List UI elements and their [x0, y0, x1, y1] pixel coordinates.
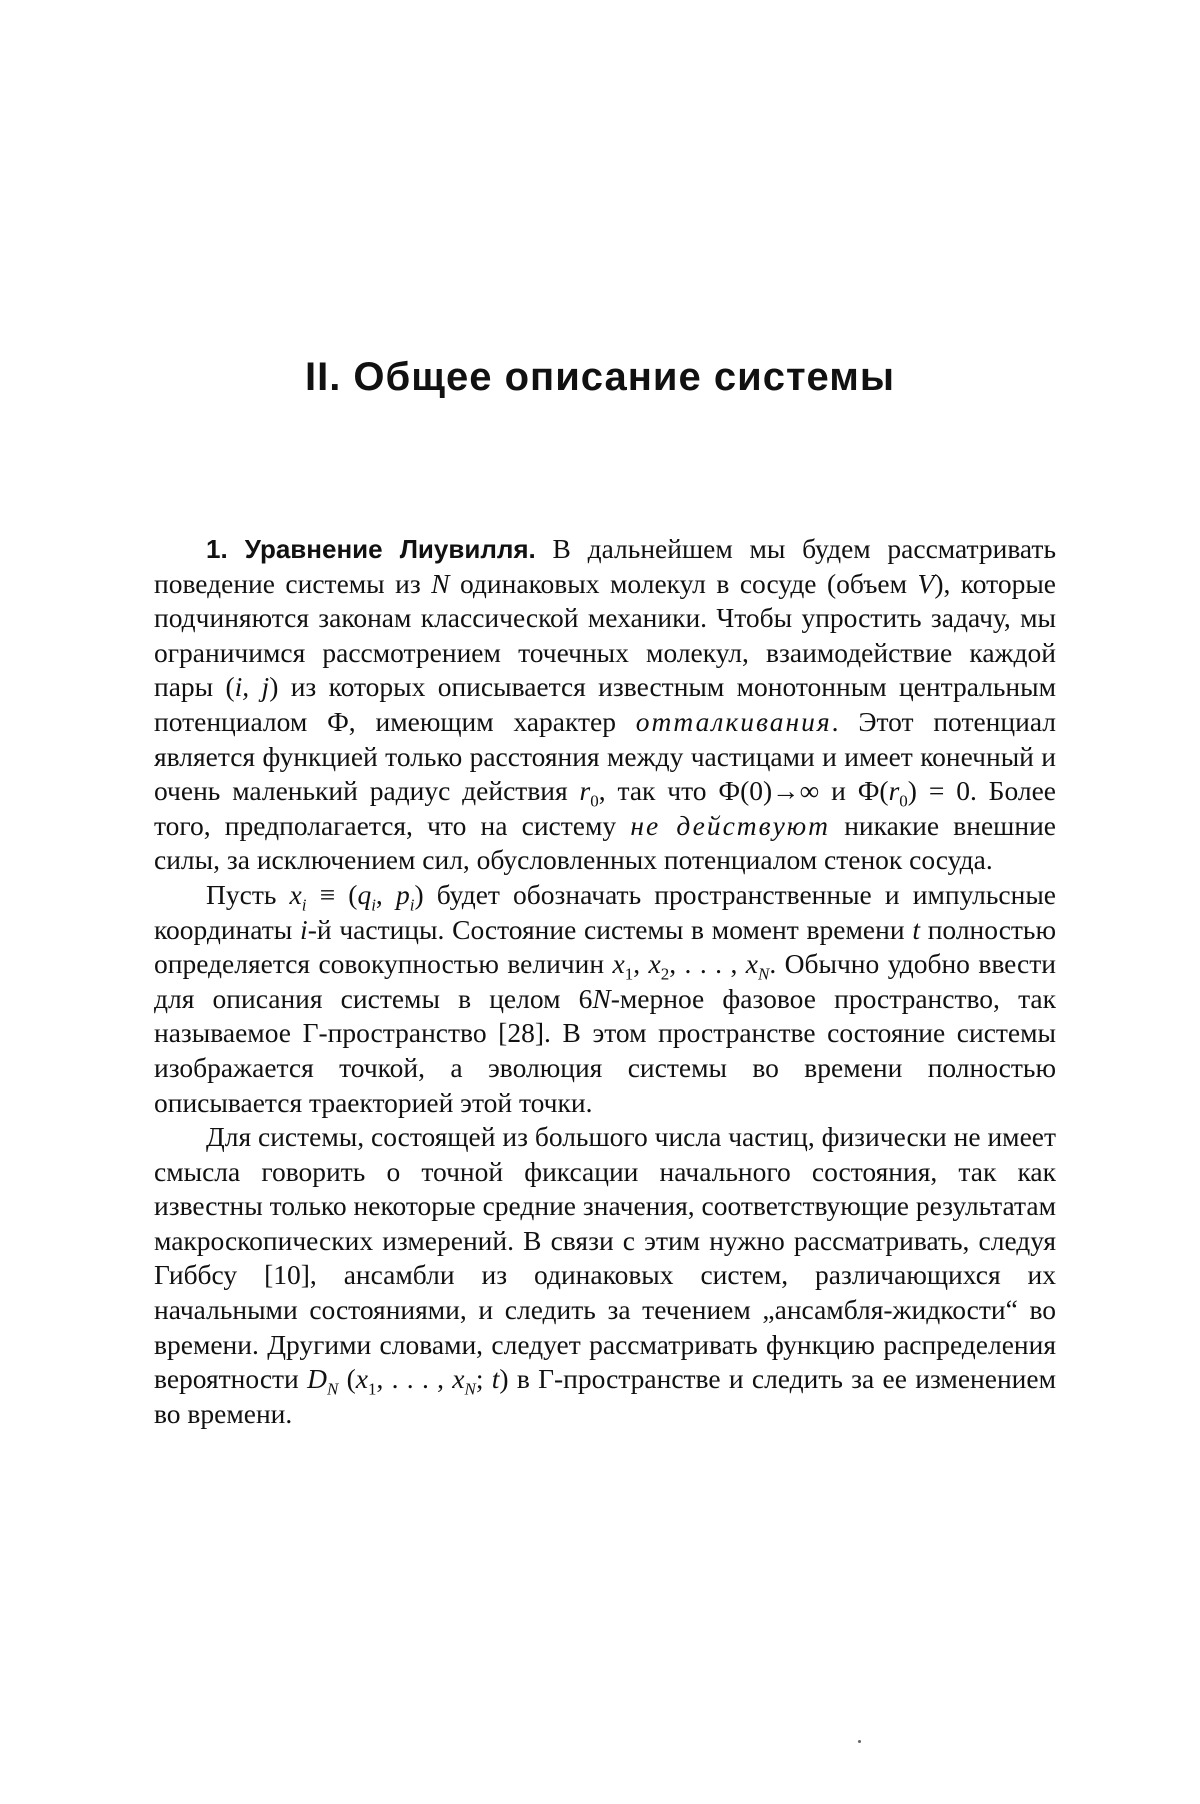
- math-symbol: p: [395, 878, 410, 910]
- math-symbol: i, j: [234, 671, 270, 703]
- math-symbol: x: [745, 948, 758, 980]
- math-symbol: t: [491, 1363, 500, 1395]
- math-subscript: i: [409, 895, 415, 915]
- emphasis-text: отталкивания: [635, 705, 832, 737]
- math-symbol: t: [912, 913, 920, 945]
- math-symbol: q: [357, 878, 372, 910]
- text-run: ) = 0. Более того, предполагается, что на систему: [154, 775, 1056, 841]
- chapter-title: II. Общее описание системы: [304, 355, 896, 399]
- text-run: В дальнейшем мы будем рассматривать поведение системы из: [154, 533, 1056, 599]
- math-symbol: i: [300, 913, 308, 945]
- math-subscript: 2: [660, 964, 670, 984]
- text-run: ), которые подчиняются законам классической механики. Чтобы упростить задачу, мы ограничимся рассмотрением точечных молекул, взаимодействие каждой пары (: [154, 567, 1056, 703]
- math-symbol: x: [355, 1363, 368, 1395]
- text-run: Пусть: [206, 878, 290, 910]
- math-symbol: N: [592, 982, 611, 1014]
- text-run: . Обычно удобно ввести для описания системы в целом 6: [154, 948, 1057, 1014]
- math-subscript: 1: [367, 1379, 377, 1399]
- math-subscript: N: [326, 1379, 339, 1399]
- text-run: ≡ (: [306, 878, 358, 910]
- text-run: полностью определяется совокупностью величин: [154, 913, 1057, 980]
- math-symbol: r: [579, 775, 591, 807]
- math-subscript: N: [758, 964, 770, 984]
- paragraph-2: [154, 878, 1056, 1120]
- paragraph-3: [154, 1120, 1056, 1431]
- text-run: (: [338, 1363, 356, 1395]
- text-run: Для системы, состоящей из большого числа частиц, физически не имеет смысла говорить о точной фиксации начального состояния, так как известны только некоторые средние значения, соответствующие результатам макроскопических измерений. В связи с этим нужно рассматривать, следуя Гиббсу [10], ансамбли из одинаковых систем, различающихся их начальными состояниями, и следить за течением „ансамбля-жидкости“ во времени. Другими словами, следует рассматривать функцию распределения вероятности: [154, 1121, 1056, 1395]
- math-subscript: i: [301, 895, 307, 915]
- section-heading: 1. Уравнение Лиувилля.: [206, 534, 536, 564]
- text-run: ) из которых описывается известным монотонным центральным потенциалом Ф, имеющим характер: [154, 671, 1057, 737]
- math-symbol: x: [452, 1363, 465, 1395]
- text-run: , . . . ,: [376, 1363, 453, 1395]
- text-run: никакие внешние силы, за исключением сил, обусловленных потенциалом стенок сосуда.: [154, 809, 1056, 876]
- text-run: -й частицы. Состояние системы в момент времени: [307, 913, 913, 945]
- math-symbol: N: [431, 567, 450, 599]
- text-run: ;: [475, 1363, 492, 1395]
- text-run: ) в Г-пространстве и следить за ее изменением во времени.: [154, 1363, 1057, 1429]
- math-symbol: D: [307, 1363, 327, 1395]
- text-run: , так что Ф(0)→∞ и Ф(: [598, 775, 889, 807]
- text-run: одинаковых молекул в сосуде (объем: [449, 567, 918, 599]
- math-subscript: i: [371, 895, 376, 915]
- math-subscript: 1: [624, 964, 634, 984]
- emphasis-text: не действуют: [630, 809, 831, 841]
- text-run: -мерное фазовое пространство, так называемое Г-пространство [28]. В этом пространстве состояние системы изображается точкой, а эволюция системы во времени полностью описывается траекторией этой точки.: [154, 982, 1056, 1118]
- scan-speck: [858, 1740, 861, 1743]
- paragraph-1: [154, 532, 1056, 878]
- math-symbol: r: [888, 775, 900, 807]
- text-run: , . . . ,: [669, 948, 746, 980]
- math-subscript: N: [464, 1379, 476, 1399]
- math-symbol: x: [648, 948, 661, 980]
- body-text: [154, 532, 1056, 1431]
- math-symbol: x: [289, 878, 302, 910]
- text-run: ,: [633, 948, 649, 980]
- text-run: . Этот потенциал является функцией только расстояния между частицами и имеет конечный и очень маленький радиус действия: [154, 705, 1056, 807]
- math-symbol: V: [917, 567, 935, 599]
- text-run: ,: [375, 878, 396, 910]
- math-subscript: 0: [590, 791, 599, 811]
- math-subscript: 0: [899, 791, 908, 811]
- math-symbol: x: [612, 948, 625, 980]
- text-run: ) будет обозначать пространственные и импульсные координаты: [154, 878, 1057, 945]
